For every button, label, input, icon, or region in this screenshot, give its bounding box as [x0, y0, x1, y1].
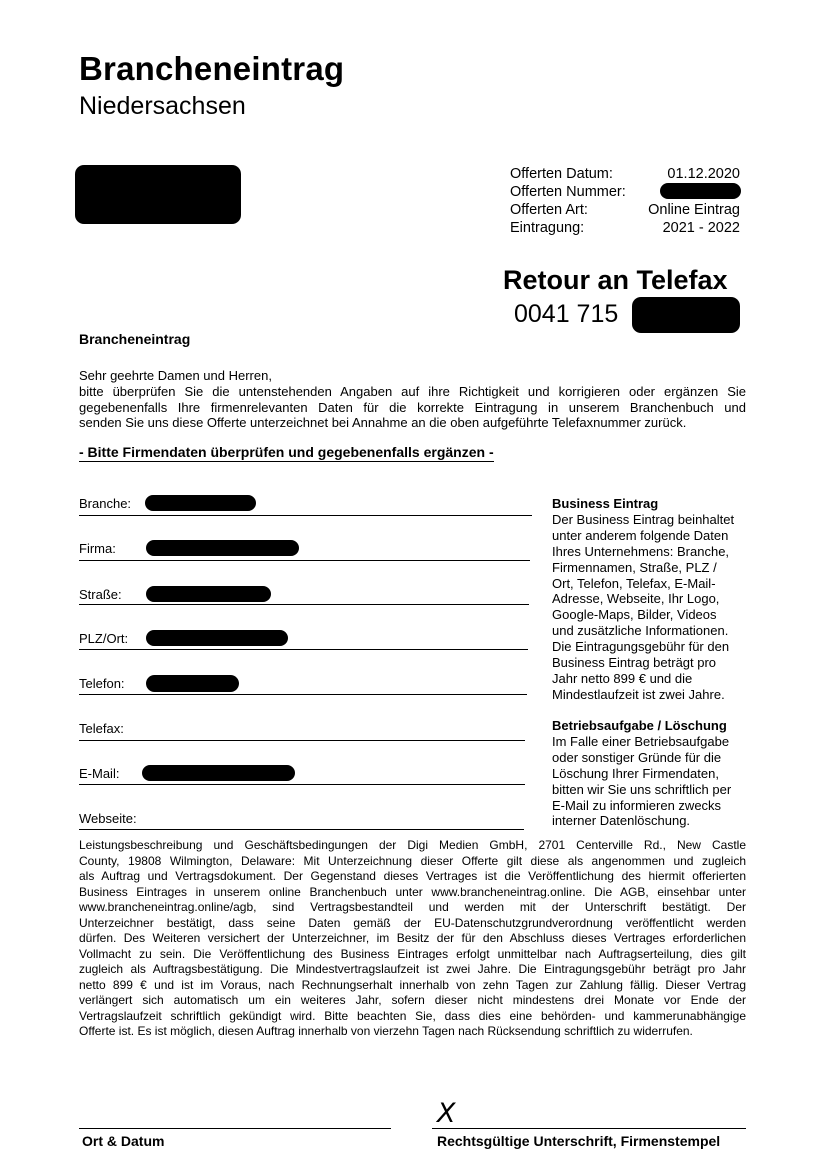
meta-row-date [510, 166, 740, 184]
signature-label: Rechtsgültige Unterschrift, Firmenstempel [437, 1133, 721, 1149]
meta-label: Eintragung: [510, 220, 585, 236]
redacted-block-offer-number [660, 183, 741, 199]
field-label-plz-ort: PLZ/Ort: [79, 631, 129, 646]
terms-line: www.brancheneintrag.online/agb, sind Vertragsbestandteil und werden mit der Unterschrift bestätigt. Der [79, 900, 746, 914]
closure-title: Betriebsaufgabe / Löschung [552, 718, 727, 733]
business-line: Google-Maps, Bilder, Videos [552, 607, 717, 623]
field-line-telefax[interactable] [79, 740, 525, 741]
section-title: Brancheneintrag [79, 331, 191, 347]
redacted-block-email [142, 765, 295, 781]
field-label-webseite: Webseite: [79, 811, 137, 826]
closure-line: E-Mail zu informieren zwecks [552, 797, 722, 813]
field-label-branche: Branche: [79, 496, 132, 511]
meta-row-period [510, 220, 740, 238]
terms-line: als Auftrag und Vertragsdokument. Der Gegenstand dieses Vertrages ist die Veröffentlichung des hiermit offerierten [79, 869, 746, 883]
field-line-branche[interactable] [79, 515, 532, 516]
business-line: Adresse, Webseite, Ihr Logo, [552, 591, 720, 607]
business-line: unter anderem folgende Daten [552, 527, 729, 543]
business-line: Die Eintragungsgebühr für den [552, 639, 730, 655]
return-fax-number: 0041 715 [514, 300, 619, 328]
terms-line: zugleich als Auftragsbestätigung. Die Mindestvertragslaufzeit ist zwei Jahre. Die Eintragungsgebühr beträgt pro Jahr [79, 962, 746, 976]
field-line-email[interactable] [79, 784, 525, 785]
closure-line: interner Datenlöschung. [552, 813, 691, 829]
redacted-block-telefon [146, 675, 239, 692]
terms-line: Vollmacht zu sein. Die Veröffentlichung des Business Eintrages erfolgt unmittelbar nach Auftragserteilung, dies gilt [79, 946, 746, 961]
terms-line: Unterzeichner bestätigt, dass seine Daten gemäß der EU-Datenschutzgrundverordnung veröffentlicht werden [79, 915, 746, 930]
meta-label: Offerten Nummer: [510, 184, 626, 200]
business-entry-title: Business Eintrag [552, 496, 659, 511]
closure-line: oder sonstiger Gründe für die [552, 749, 722, 765]
intro-line: gegebenenfalls Ihre firmenrelevanten Daten für die korrekte Eintragung in unserem Branchenbuch und [79, 399, 746, 415]
field-line-telefon[interactable] [79, 694, 527, 695]
business-line: und zusätzliche Informationen. [552, 623, 729, 639]
meta-label: Offerten Datum: [510, 166, 613, 182]
redacted-block-fax [632, 297, 740, 333]
place-date-label: Ort & Datum [82, 1133, 165, 1149]
terms-line: verlängert sich automatisch um ein weiteres Jahr, sofern dieser nicht mindestens drei Monate vor Ende der [79, 993, 746, 1007]
redacted-block-address [75, 165, 241, 224]
document-title: Brancheneintrag [79, 50, 345, 87]
intro-line: bitte überprüfen Sie die untenstehenden Angaben auf ihre Richtigkeit und korrigieren oder ergänzen Sie [79, 383, 746, 399]
return-fax-heading: Retour an Telefax [503, 265, 728, 295]
field-line-strasse[interactable] [79, 604, 529, 605]
terms-line: County, 19808 Wilmington, Delaware: Mit Unterzeichnung dieser Offerte gilt diese als angenommen und zugleich [79, 853, 746, 868]
field-label-strasse: Straße: [79, 587, 122, 602]
meta-label: Offerten Art: [510, 202, 588, 218]
meta-row-type [510, 202, 740, 220]
meta-value: 2021 - 2022 [662, 220, 740, 236]
redacted-block-plz-ort [146, 630, 288, 646]
sidebar-closure [552, 718, 752, 829]
signature-line[interactable] [432, 1128, 746, 1129]
field-label-firma: Firma: [79, 541, 116, 556]
redacted-block-branche [145, 495, 256, 511]
redacted-block-strasse [146, 586, 271, 602]
terms-paragraph [79, 838, 746, 1040]
intro-greeting: Sehr geehrte Damen und Herren, [79, 368, 272, 383]
sidebar-business-entry [552, 496, 752, 703]
meta-value: Online Eintrag [648, 202, 740, 218]
terms-line: Offerte ist. Es ist möglich, diesen Auftrag innerhalb von vierzehn Tagen nach Rücksendung schriftlich zu widerrufen. [79, 1024, 693, 1038]
terms-line: netto 899 € und ist im Voraus, nach Rechnungserhalt innerhalb von zehn Tagen zur Zahlung fällig. Dieser Vertrag [79, 977, 746, 992]
check-data-heading: - Bitte Firmendaten überprüfen und gegebenenfalls ergänzen - [79, 444, 494, 460]
terms-line: Business Eintrages in unserem online Branchenbuch unter www.brancheneintrag.online. Die AGB, einsehbar unter [79, 884, 746, 899]
business-line: Business Eintrag beträgt pro [552, 655, 717, 671]
business-line: Ort, Telefon, Telefax, E-Mail- [552, 575, 716, 591]
terms-line: Leistungsbeschreibung und Geschäftsbedingungen der Digi Medien GmbH, 2701 Centerville Rd., New Castle [79, 838, 746, 852]
meta-value: 01.12.2020 [667, 166, 740, 182]
closure-line: Löschung Ihrer Firmendaten, [552, 765, 719, 781]
field-line-webseite[interactable] [79, 829, 524, 830]
field-line-firma[interactable] [79, 560, 530, 561]
terms-line: dürfen. Des Weiteren versichert der Unterzeichner, im Besitz der für den Abschluss dieses Vertrages erforderlichen [79, 931, 746, 945]
business-line: Mindestlaufzeit ist zwei Jahre. [552, 686, 725, 702]
field-label-email: E-Mail: [79, 766, 120, 781]
business-line: Jahr netto 899 € und die [552, 670, 693, 686]
closure-line: bitten wir Sie uns schriftlich per [552, 781, 732, 797]
business-line: Ihres Unternehmens: Branche, [552, 543, 730, 559]
intro-paragraph [79, 368, 746, 431]
signature-mark-icon: X [437, 1098, 456, 1129]
document-subtitle: Niedersachsen [79, 92, 246, 120]
field-label-telefax: Telefax: [79, 721, 124, 736]
business-line: Der Business Eintrag beinhaltet [552, 511, 735, 527]
business-line: Firmennamen, Straße, PLZ / [552, 559, 717, 575]
field-line-plz-ort[interactable] [79, 649, 528, 650]
field-label-telefon: Telefon: [79, 676, 125, 691]
intro-line: senden Sie uns diese Offerte unterzeichnet bei Annahme an die oben aufgeführte Telefaxnummer zurück. [79, 415, 687, 431]
closure-line: Im Falle einer Betriebsaufgabe [552, 733, 730, 749]
redacted-block-firma [146, 540, 299, 556]
terms-line: Vertragslaufzeit schriftlich gekündigt wird. Bitte beachten Sie, dass dies eine behörden- und kammerunabhängige [79, 1008, 746, 1023]
place-date-line[interactable] [79, 1128, 391, 1129]
